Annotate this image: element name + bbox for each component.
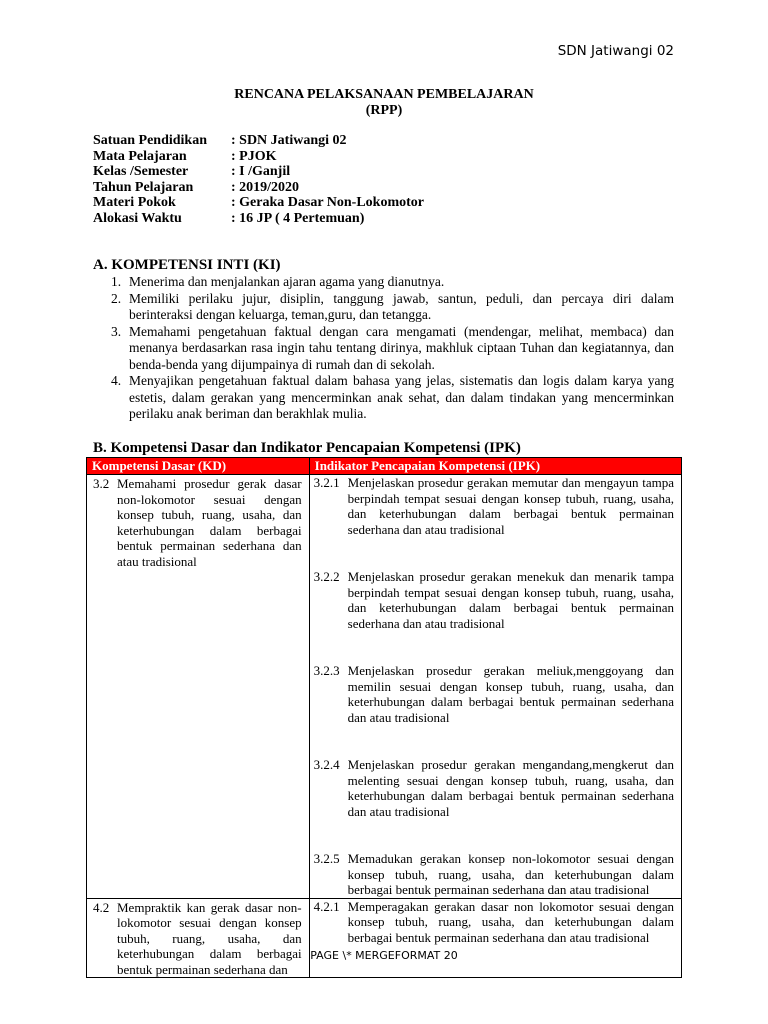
ki-number: 4. [111,373,122,388]
ipk-item [310,851,681,898]
kd-number: 4.2 [93,899,110,915]
page-footer-field: PAGE \* MERGEFORMAT 20 [310,949,458,962]
table-header-row [87,458,682,475]
ki-text: Menyajikan pengetahuan faktual dalam bahasa yang jelas, sistematis dan logis dalam karya yang estetis, dalam gerakan yang mencerminkan anak sehat, dan dalam tindakan yang mencerminkan perilaku anak beriman dan berakhlak mulia. [129,373,674,421]
info-label: Mata Pelajaran [93,148,187,164]
info-label: Satuan Pendidikan [93,133,207,148]
info-row [93,180,424,196]
column-header-ipk: Indikator Pencapaian Kompetensi (IPK) [309,458,681,475]
info-value: : 2019/2020 [231,179,300,195]
info-label: Alokasi Waktu [93,210,182,226]
section-b-heading: B. Kompetensi Dasar dan Indikator Pencapaian Kompetensi (IPK) [93,440,521,456]
ipk-number: 3.2.5 [313,851,340,866]
ki-text: Memiliki perilaku jujur, disiplin, tanggung jawab, santun, peduli, dan percaya diri dalam berinteraksi dengan keluarga, teman,guru, dan tetangga. [129,290,674,322]
ipk-text: Menjelaskan prosedur gerakan meliuk,menggoyang dan memilin sesuai dengan konsep tubuh, ruang, usaha, dan keterhubungan dalam berbagai bentuk permainan sederhana dan atau tradisional [347,663,674,725]
ki-text: Memahami pengetahuan faktual dengan cara mengamati (mendengar, melihat, membaca) dan menanya berdasarkan rasa ingin tahu tentang dirinya, makhluk ciptaan Tuhan dan kegiatannya, dan benda-benda yang dijumpainya di rumah dan di sekolah. [129,323,674,372]
kd-number: 3.2 [93,476,110,491]
ipk-item [310,569,681,631]
ipk-text: Menjelaskan prosedur gerakan memutar dan mengayun tampa berpindah tempat sesuai dengan konsep tubuh, ruang, usaha, dan keterhubungan dalam berbagai bentuk permainan sederhana dan atau tradisional [347,475,674,537]
ipk-item [310,899,681,946]
ki-number: 1. [111,274,122,289]
kd-cell [87,898,310,978]
info-row [93,133,424,149]
table-row [87,898,682,978]
info-value: : SDN Jatiwangi 02 [231,133,347,148]
title-line-2: (RPP) [365,103,403,118]
info-row [93,211,424,227]
ki-item [93,274,674,291]
section-a-heading: A. KOMPETENSI INTI (KI) [93,257,281,273]
ki-item [93,291,674,324]
kd-ipk-table [86,457,682,978]
ipk-number: 3.2.2 [313,569,340,584]
ipk-text: Menjelaskan prosedur gerakan menekuk dan menarik tampa berpindah tempat sesuai dengan konsep tubuh, ruang, usaha, dan keterhubungan dalam berbagai bentuk permainan sederhana dan atau tradisional [347,569,674,631]
ipk-text: Memadukan gerakan konsep non-lokomotor sesuai dengan konsep tubuh, ruang, usaha, dan keterhubungan dalam berbagai bentuk permainan sederhana dan atau tradisional [347,851,674,897]
info-label: Tahun Pelajaran [93,179,194,195]
title-line-1: RENCANA PELAKSANAAN PEMBELAJARAN [234,87,534,102]
info-value: : 16 JP ( 4 Pertemuan) [231,210,365,226]
column-header-kd: Kompetensi Dasar (KD) [87,458,310,475]
info-value: : Geraka Dasar Non-Lokomotor [231,195,425,210]
ipk-number: 4.2.1 [313,898,340,914]
ipk-item [310,757,681,819]
info-value: : I /Ganjil [231,164,291,179]
ki-item [93,373,674,423]
ipk-cell [309,898,681,978]
document-title [0,87,768,119]
table-row [87,475,682,899]
ipk-number: 3.2.1 [313,475,340,490]
header-school-name: SDN Jatiwangi 02 [557,43,674,59]
info-label: Kelas /Semester [93,164,189,179]
ki-number: 2. [111,290,122,306]
ipk-cell [309,475,681,899]
info-row [93,149,424,165]
ipk-item [310,663,681,725]
kd-cell [87,475,310,899]
kd-text: Memahami prosedur gerak dasar non-lokomotor sesuai dengan konsep tubuh, ruang, usaha, dan keterhubungan dalam berbagai bentuk permainan sederhana dan atau tradisional [117,476,302,569]
ipk-text: Menjelaskan prosedur gerakan mengandang,mengkerut dan melenting sesuai dengan konsep tubuh, ruang, usaha, dan keterhubungan dalam berbagai bentuk permainan sederhana dan atau tradisional [347,757,674,819]
ki-item [93,324,674,374]
ipk-number: 3.2.4 [313,757,340,772]
info-row [93,195,424,211]
ipk-item [310,475,681,537]
ki-list [93,274,674,423]
ki-text: Menerima dan menjalankan ajaran agama yang dianutnya. [129,274,445,289]
info-label: Materi Pokok [93,195,176,210]
ipk-text: Memperagakan gerakan dasar non lokomotor sesuai dengan konsep tubuh, ruang, usaha, dan keterhubungan dalam berbagai bentuk permainan sederhana dan atau tradisional [347,898,674,945]
info-row [93,164,424,180]
kd-text: Mempraktik kan gerak dasar non-lokomotor sesuai dengan konsep tubuh, ruang, usaha, dan keterhubungan dalam berbagai bentuk permainan sederhana dan [117,899,302,977]
info-value: : PJOK [231,148,277,164]
ki-number: 3. [111,323,122,339]
ipk-number: 3.2.3 [313,663,340,678]
identity-block [93,133,424,226]
